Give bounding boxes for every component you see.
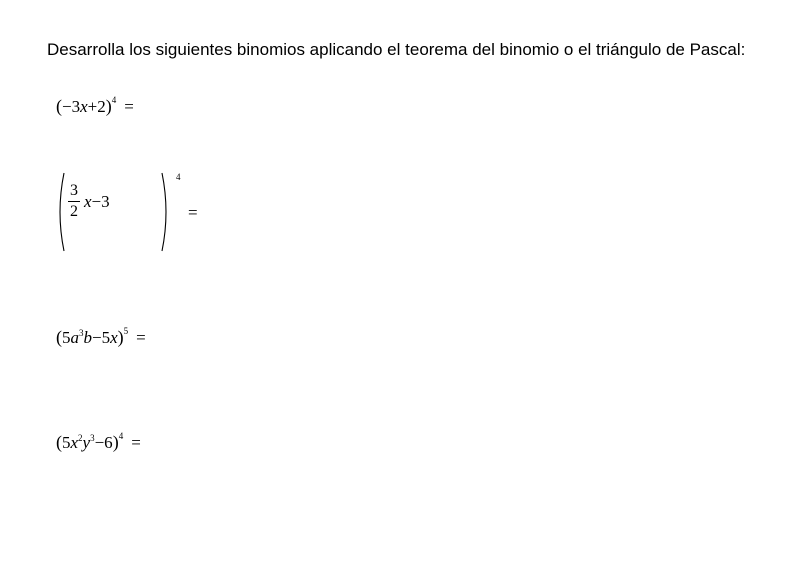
term: 5 [62, 433, 71, 452]
term: −5 [92, 328, 111, 347]
term: +2 [87, 97, 106, 116]
close-paren: ) [105, 96, 112, 116]
open-paren: ( [56, 96, 62, 116]
equals-sign: = [188, 203, 198, 222]
terms [84, 192, 110, 212]
equals-sign: = [136, 328, 146, 347]
inner-exponent: 2 [78, 433, 83, 443]
equals-sign: = [124, 97, 134, 116]
term: 5 [62, 328, 71, 347]
fraction-bar [68, 201, 80, 202]
term: −3 [62, 97, 81, 116]
variable: x [70, 433, 79, 452]
equals-sign: = [131, 433, 141, 452]
close-big-paren [160, 172, 172, 252]
instructions-text: Desarrolla los siguientes binomios aplicando el teorema del binomio o el triángulo de Pascal: [47, 40, 746, 59]
exponent: 4 [118, 431, 124, 441]
numerator: 3 [70, 182, 78, 199]
open-paren: ( [56, 327, 62, 347]
term: −3 [91, 192, 110, 211]
expression-1 [56, 96, 134, 117]
open-big-paren [54, 172, 66, 252]
denominator: 2 [70, 203, 78, 220]
expression-2 [54, 168, 198, 258]
close-paren: ) [112, 432, 119, 452]
inner-exponent: 3 [79, 328, 84, 338]
expression-4 [56, 432, 141, 453]
variable: x [80, 97, 88, 116]
expression-3 [56, 327, 146, 348]
inner-exponent: 3 [90, 433, 95, 443]
term: −6 [94, 433, 113, 452]
exponent: 4 [111, 95, 117, 105]
fraction [68, 182, 80, 221]
close-paren: ) [117, 327, 124, 347]
variable: b [83, 328, 92, 347]
variable: x [84, 192, 92, 211]
exponent: 4 [176, 172, 181, 182]
open-paren: ( [56, 432, 62, 452]
variable: y [82, 433, 91, 452]
variable: x [110, 328, 118, 347]
exponent: 5 [123, 326, 129, 336]
variable: a [70, 328, 79, 347]
